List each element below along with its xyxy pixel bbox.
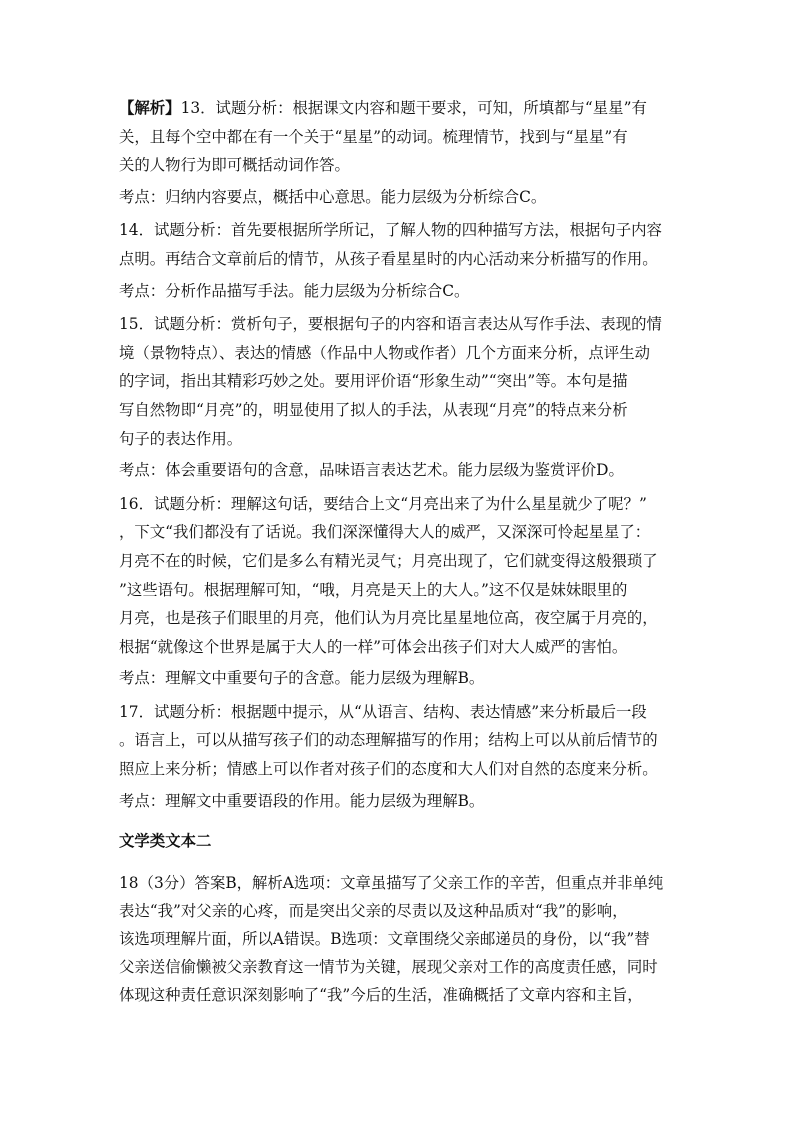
kaodian-line: 考点：理解文中重要语段的作用。能力层级为理解B。 [119,791,485,810]
text-line: 。语言上，可以从描写孩子们的动态理解描写的作用；结构上可以从前后情节的 [119,731,658,750]
text-line: 表达“我”对父亲的心疼，而是突出父亲的尽责以及这种品质对“我”的影响， [119,901,628,920]
text-line: 【解析】13．试题分析：根据课文内容和题干要求，可知，所填都与“星星”有 [119,99,647,117]
text-line: 写自然物即“月亮”的，明显使用了拟人的手法，从表现“月亮”的特点来分析 [119,400,628,419]
analysis-13 [119,94,704,211]
text-line: 15．试题分析：赏析句子，要根据句子的内容和语言表达从写作手法、表现的情 [119,315,662,334]
text-line: 体现这种责任意识深刻影响了“我”今后的生活，准确概括了文章内容和主旨， [119,986,643,1005]
kaodian-line: 考点：分析作品描写手法。能力层级为分析综合C。 [119,281,470,300]
text-line: 14．试题分析：首先要根据所学所记，了解人物的四种描写方法，根据句子内容 [119,221,662,240]
text-line: 关，且每个空中都在有一个关于“星星”的动词。梳理情节，找到与“星星”有 [119,127,628,146]
kaodian-line: 考点：体会重要语句的含意，品味语言表达艺术。能力层级为鉴赏评价D。 [119,461,624,480]
text-line: ，下文“我们都没有了话说。我们深深懂得大人的威严，又深深可怜起星星了： [119,523,651,542]
analysis-16 [119,490,704,693]
text-line: 点明。再结合文章前后的情节，从孩子看星星时的内心活动来分析描写的作用。 [119,249,658,268]
text-line: 境（景物特点）、表达的情感（作品中人物或作者）几个方面来分析，点评生动 [119,343,650,362]
kaodian-line: 考点：归纳内容要点，概括中心意思。能力层级为分析综合C。 [119,187,547,206]
text-line: 照应上来分析；情感上可以作者对孩子们的态度和大人们对自然的态度来分析。 [119,760,658,779]
text-line: 关的人物行为即可概括动词作答。 [119,156,350,175]
analysis-15 [119,310,704,485]
text-line: 该选项理解片面，所以A错误。B选项：文章围绕父亲邮递员的身份，以“我”替 [119,930,650,949]
text-line: 句子的表达作用。 [119,429,243,448]
section-heading: 文学类文本二 [119,832,212,851]
kaodian-line: 考点：理解文中重要句子的含意。能力层级为理解B。 [119,669,485,688]
text-line: 18（3分）答案B，解析A选项：文章虽描写了父亲工作的辛苦，但重点并非单纯 [119,873,664,892]
text-line: 月亮，也是孩子们眼里的月亮，他们认为月亮比星星地位高，夜空属于月亮的， [119,609,658,628]
text-line: 16．试题分析：理解这句话，要结合上文“月亮出来了为什么星星就少了呢？” [119,494,647,513]
text-line: 的字词，指出其精彩巧妙之处。要用评价语“形象生动”“突出”等。本句是描 [119,372,628,391]
text-line: 父亲送信偷懒被父亲教育这一情节为关键，展现父亲对工作的高度责任感，同时 [119,958,658,977]
analysis-17 [119,698,704,815]
analysis-14 [119,216,704,305]
text-line: 月亮不在的时候，它们是多么有精光灵气；月亮出现了，它们就变得这般猥琐了 [119,551,658,570]
text-line: 17．试题分析：根据题中提示，从“从语言、结构、表达情感”来分析最后一段 [119,702,647,721]
text-line: ”这些语句。根据理解可知，“哦，月亮是天上的大人。”这不仅是妹妹眼里的 [119,580,628,599]
analysis-label: 【解析】 [119,99,181,117]
text-line: 根据“就像这个世界是属于大人的一样”可体会出孩子们对大人威严的害怕。 [119,637,628,656]
literary-text-two-section [119,829,704,1009]
